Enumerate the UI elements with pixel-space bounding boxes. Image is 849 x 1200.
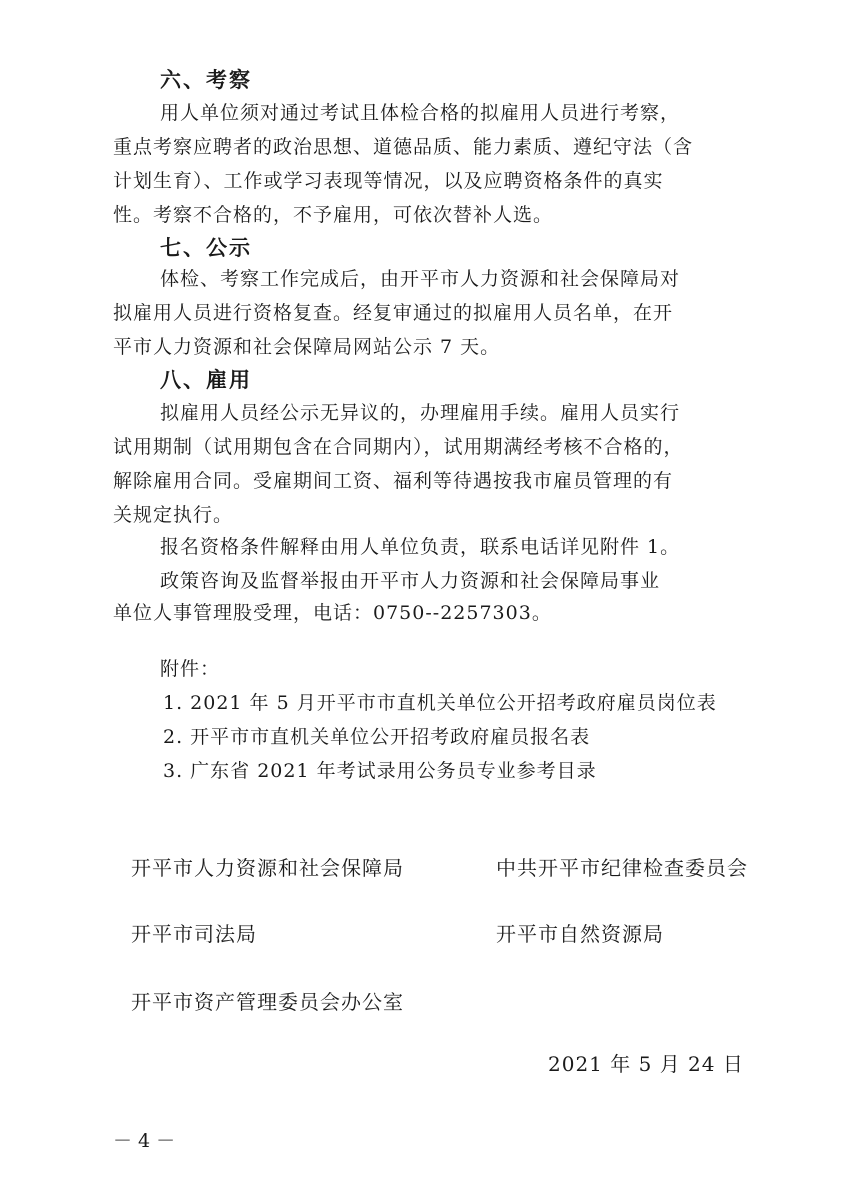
paragraph-line: 用人单位须对通过考试且体检合格的拟雇用人员进行考察， [160,102,681,124]
attachments-label: 附件： [160,658,221,680]
paragraph-line: 关规定执行。 [113,504,234,526]
signatory: 中共开平市纪律检查委员会 [496,856,748,880]
paragraph-line: 平市人力资源和社会保障局网站公示 7 天。 [113,336,501,358]
note-line: 报名资格条件解释由用人单位负责，联系电话详见附件 1。 [160,536,681,558]
attachment-item: 1. 2021 年 5 月开平市市直机关单位公开招考政府雇员岗位表 [163,692,717,714]
section-heading-employment: 八、雇用 [160,368,252,392]
signatory: 开平市自然资源局 [496,922,664,946]
note-line: 政策咨询及监督举报由开平市人力资源和社会保障局事业 [160,570,661,592]
paragraph-line: 计划生育）、工作或学习表现等情况，以及应聘资格条件的真实 [113,170,664,192]
paragraph-line: 试用期制（试用期包含在合同期内），试用期满经考核不合格的， [113,436,684,458]
note-line: 单位人事管理股受理，电话：0750--2257303。 [113,602,552,624]
page-number: － 4 － [113,1130,176,1152]
paragraph-line: 性。考察不合格的，不予雇用，可依次替补人选。 [113,204,554,226]
paragraph-line: 拟雇用人员经公示无异议的，办理雇用手续。雇用人员实行 [160,402,681,424]
paragraph-line: 拟雇用人员进行资格复查。经复审通过的拟雇用人员名单，在开 [113,302,674,324]
section-heading-inspection: 六、考察 [160,68,252,92]
signatory: 开平市司法局 [131,922,257,946]
section-heading-publicity: 七、公示 [160,236,252,260]
paragraph-line: 体检、考察工作完成后，由开平市人力资源和社会保障局对 [160,268,681,290]
paragraph-line: 重点考察应聘者的政治思想、道德品质、能力素质、遵纪守法（含 [113,136,694,158]
document-date: 2021 年 5 月 24 日 [548,1052,744,1076]
signatory: 开平市人力资源和社会保障局 [131,856,404,880]
signatory: 开平市资产管理委员会办公室 [131,990,404,1014]
attachment-item: 3. 广东省 2021 年考试录用公务员专业参考目录 [163,760,597,782]
paragraph-line: 解除雇用合同。受雇期间工资、福利等待遇按我市雇员管理的有 [113,470,674,492]
attachment-item: 2. 开平市市直机关单位公开招考政府雇员报名表 [163,726,591,748]
